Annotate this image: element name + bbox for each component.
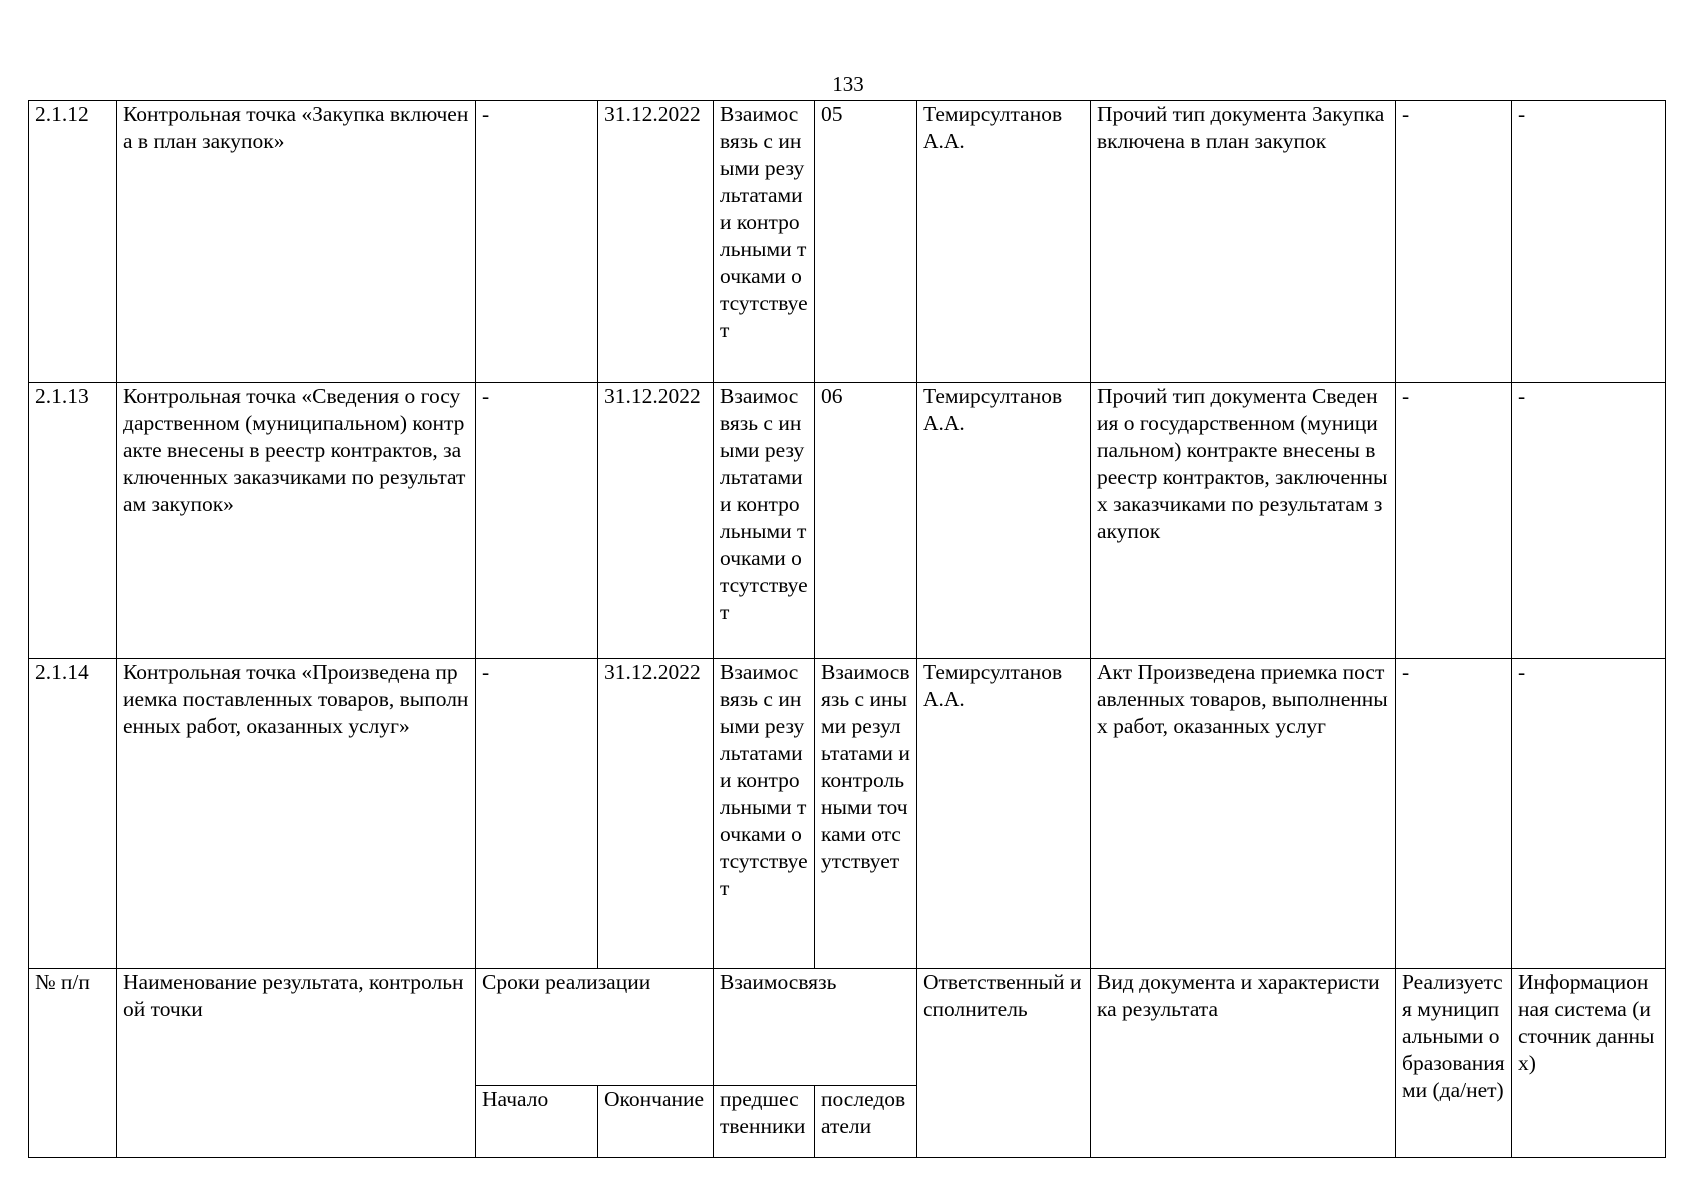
- header-start: Начало: [476, 1086, 598, 1158]
- row-document: Прочий тип документа Закупка включена в план закупок: [1091, 101, 1396, 383]
- row-document: Прочий тип документа Сведения о государственном (муниципальном) контракте внесены в реестр контрактов, заключенных заказчиками по результатам закупок: [1091, 383, 1396, 659]
- row-info-system: -: [1512, 383, 1666, 659]
- header-end: Окончание: [598, 1086, 714, 1158]
- header-document: Вид документа и характеристика результата: [1091, 969, 1396, 1158]
- row-responsible: Темирсултанов А.А.: [917, 101, 1091, 383]
- row-number: 2.1.13: [29, 383, 117, 659]
- row-end: 31.12.2022: [598, 101, 714, 383]
- header-predecessors: предшественники: [714, 1086, 815, 1158]
- header-name: Наименование результата, контрольной точки: [117, 969, 476, 1158]
- header-relation: Взаимосвязь: [714, 969, 917, 1086]
- row-successors: 06: [815, 383, 917, 659]
- row-number: 2.1.12: [29, 101, 117, 383]
- row-successors: Взаимосвязь с иными результатами и контрольными точками отсутствует: [815, 659, 917, 969]
- row-start: -: [476, 383, 598, 659]
- page-number: 133: [832, 72, 864, 96]
- control-points-table: [28, 100, 1666, 1158]
- row-start: -: [476, 659, 598, 969]
- table-row: [29, 383, 1666, 659]
- header-successors: последователи: [815, 1086, 917, 1158]
- row-predecessors: Взаимосвязь с иными результатами и контрольными точками отсутствует: [714, 383, 815, 659]
- row-successors: 05: [815, 101, 917, 383]
- row-name: Контрольная точка «Закупка включена в план закупок»: [117, 101, 476, 383]
- header-row-top: [29, 969, 1666, 1086]
- row-name: Контрольная точка «Сведения о государственном (муниципальном) контракте внесены в реестр контрактов, заключенных заказчиками по результатам закупок»: [117, 383, 476, 659]
- row-responsible: Темирсултанов А.А.: [917, 659, 1091, 969]
- header-num: № п/п: [29, 969, 117, 1158]
- row-end: 31.12.2022: [598, 659, 714, 969]
- table-row: [29, 659, 1666, 969]
- table-row: [29, 101, 1666, 383]
- row-end: 31.12.2022: [598, 383, 714, 659]
- row-info-system: -: [1512, 101, 1666, 383]
- row-start: -: [476, 101, 598, 383]
- header-municipal: Реализуется муниципальными образованиями (да/нет): [1396, 969, 1512, 1158]
- row-name: Контрольная точка «Произведена приемка поставленных товаров, выполненных работ, оказанных услуг»: [117, 659, 476, 969]
- row-document: Акт Произведена приемка поставленных товаров, выполненных работ, оказанных услуг: [1091, 659, 1396, 969]
- row-responsible: Темирсултанов А.А.: [917, 383, 1091, 659]
- row-municipal: -: [1396, 383, 1512, 659]
- row-predecessors: Взаимосвязь с иными результатами и контрольными точками отсутствует: [714, 659, 815, 969]
- header-info-system: Информационная система (источник данных): [1512, 969, 1666, 1158]
- row-number: 2.1.14: [29, 659, 117, 969]
- row-predecessors: Взаимосвязь с иными результатами и контрольными точками отсутствует: [714, 101, 815, 383]
- row-info-system: -: [1512, 659, 1666, 969]
- row-municipal: -: [1396, 659, 1512, 969]
- header-terms: Сроки реализации: [476, 969, 714, 1086]
- header-responsible: Ответственный исполнитель: [917, 969, 1091, 1158]
- row-municipal: -: [1396, 101, 1512, 383]
